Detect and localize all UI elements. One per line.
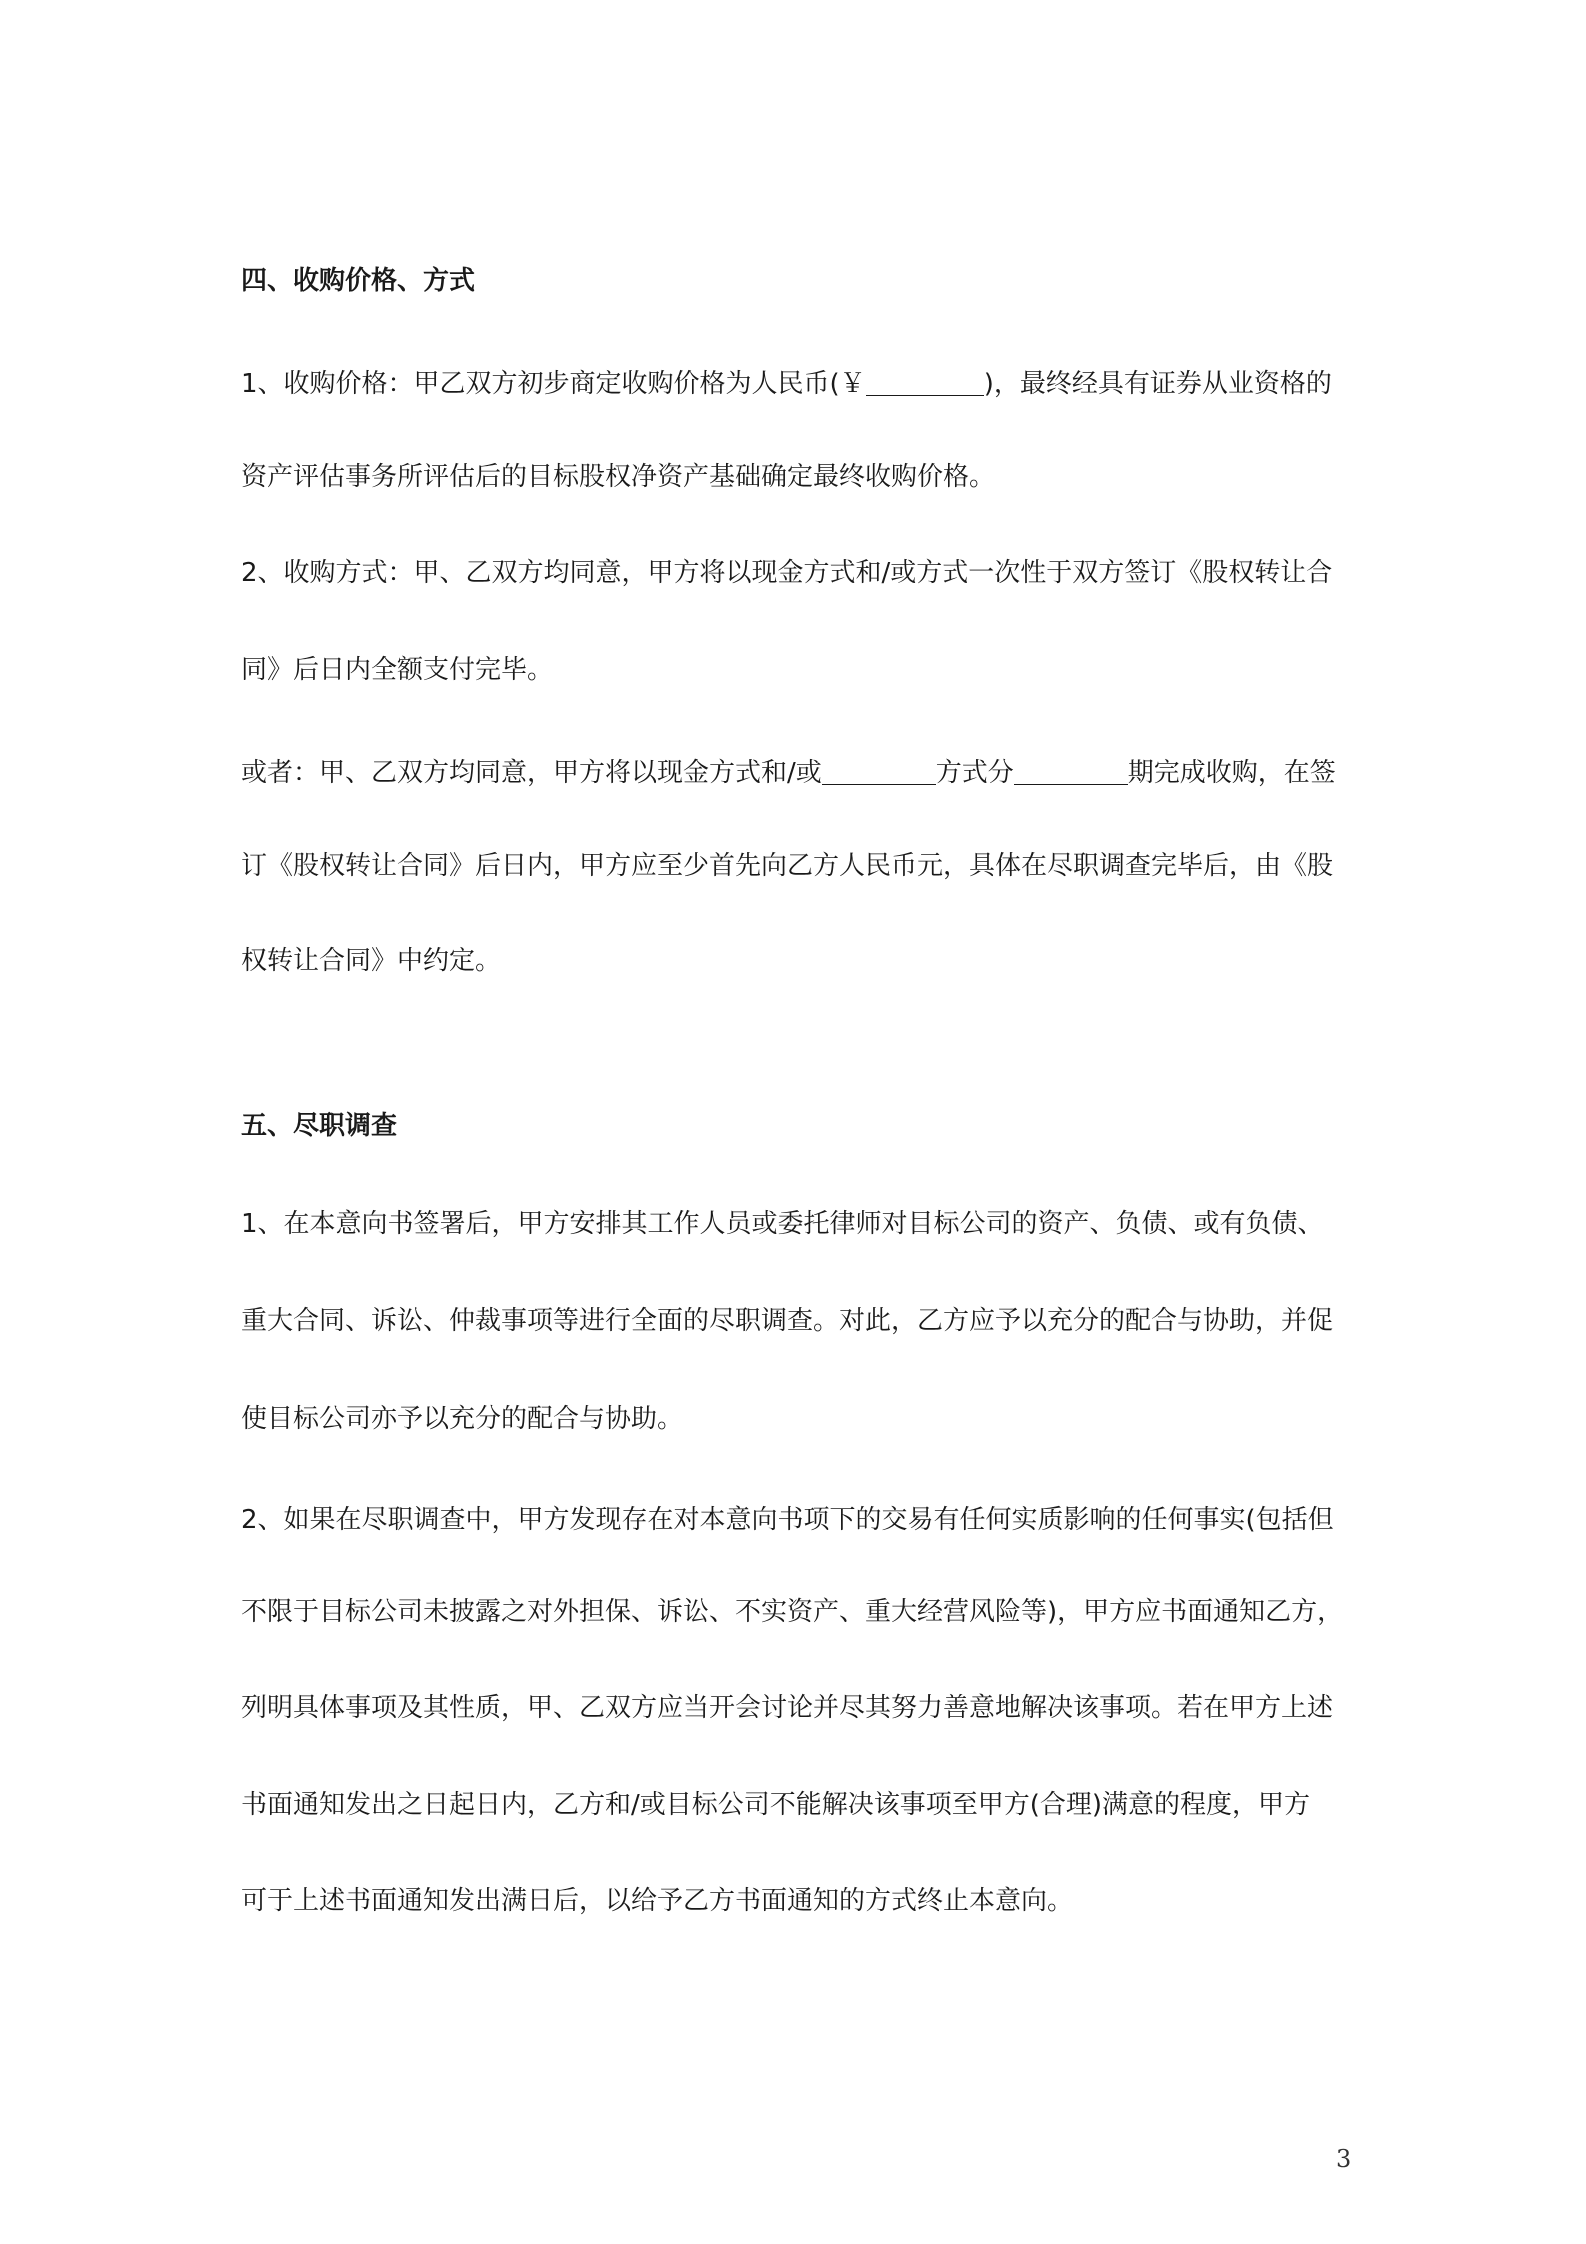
section-4-item-1-line-1: [241, 367, 1332, 401]
alt-method-text-a: 或者：甲、乙双方均同意，甲方将以现金方式和/或: [241, 758, 822, 788]
section-4-item-2-line-2: 同》后日内全额支付完毕。: [241, 655, 554, 685]
section-5-item-2-line-2: 不限于目标公司未披露之对外担保、诉讼、不实资产、重大经营风险等)，甲方应书面通知乙方，: [241, 1597, 1344, 1627]
purchase-price-text-a: 1、收购价格：甲乙双方初步商定收购价格为人民币(￥: [241, 369, 866, 399]
method-blank: [822, 758, 936, 785]
section-4-alt-line-2: 订《股权转让合同》后日内，甲方应至少首先向乙方人民币元，具体在尽职调查完毕后，由《股: [241, 851, 1334, 881]
section-5-heading: 五、尽职调查: [241, 1111, 398, 1141]
section-5-item-1-line-2: 重大合同、诉讼、仲裁事项等进行全面的尽职调查。对此，乙方应予以充分的配合与协助，并促: [241, 1306, 1334, 1336]
section-4-alt-line-3: 权转让合同》中约定。: [241, 946, 502, 976]
section-4-alt-line-1: [241, 756, 1336, 790]
section-5-item-2-line-3: 列明具体事项及其性质，甲、乙双方应当开会讨论并尽其努力善意地解决该事项。若在甲方上述: [241, 1693, 1334, 1723]
alt-method-text-c: 期完成收购，在签: [1127, 758, 1336, 788]
purchase-price-text-b: )，最终经具有证券从业资格的: [983, 369, 1332, 399]
section-5-item-2-line-1: 2、如果在尽职调查中，甲方发现存在对本意向书项下的交易有任何实质影响的任何事实(包括但: [241, 1505, 1334, 1535]
section-4-item-2-line-1: 2、收购方式：甲、乙双方均同意，甲方将以现金方式和/或方式一次性于双方签订《股权转让合: [241, 558, 1333, 588]
section-5-item-1-line-1: 1、在本意向书签署后，甲方安排其工作人员或委托律师对目标公司的资产、负债、或有负债、: [241, 1209, 1324, 1239]
section-4-item-1-line-2: 资产评估事务所评估后的目标股权净资产基础确定最终收购价格。: [241, 462, 996, 492]
section-4-heading: 四、收购价格、方式: [241, 266, 476, 296]
alt-method-text-b: 方式分: [935, 758, 1014, 788]
price-amount-blank: [866, 369, 984, 396]
section-5-item-2-line-4: 书面通知发出之日起日内，乙方和/或目标公司不能解决该事项至甲方(合理)满意的程度，甲方: [241, 1790, 1311, 1820]
installments-blank: [1014, 758, 1128, 785]
page-number: 3: [1336, 2145, 1352, 2173]
section-5-item-1-line-3: 使目标公司亦予以充分的配合与协助。: [241, 1404, 684, 1434]
section-5-item-2-line-5: 可于上述书面通知发出满日后，以给予乙方书面通知的方式终止本意向。: [241, 1886, 1074, 1916]
